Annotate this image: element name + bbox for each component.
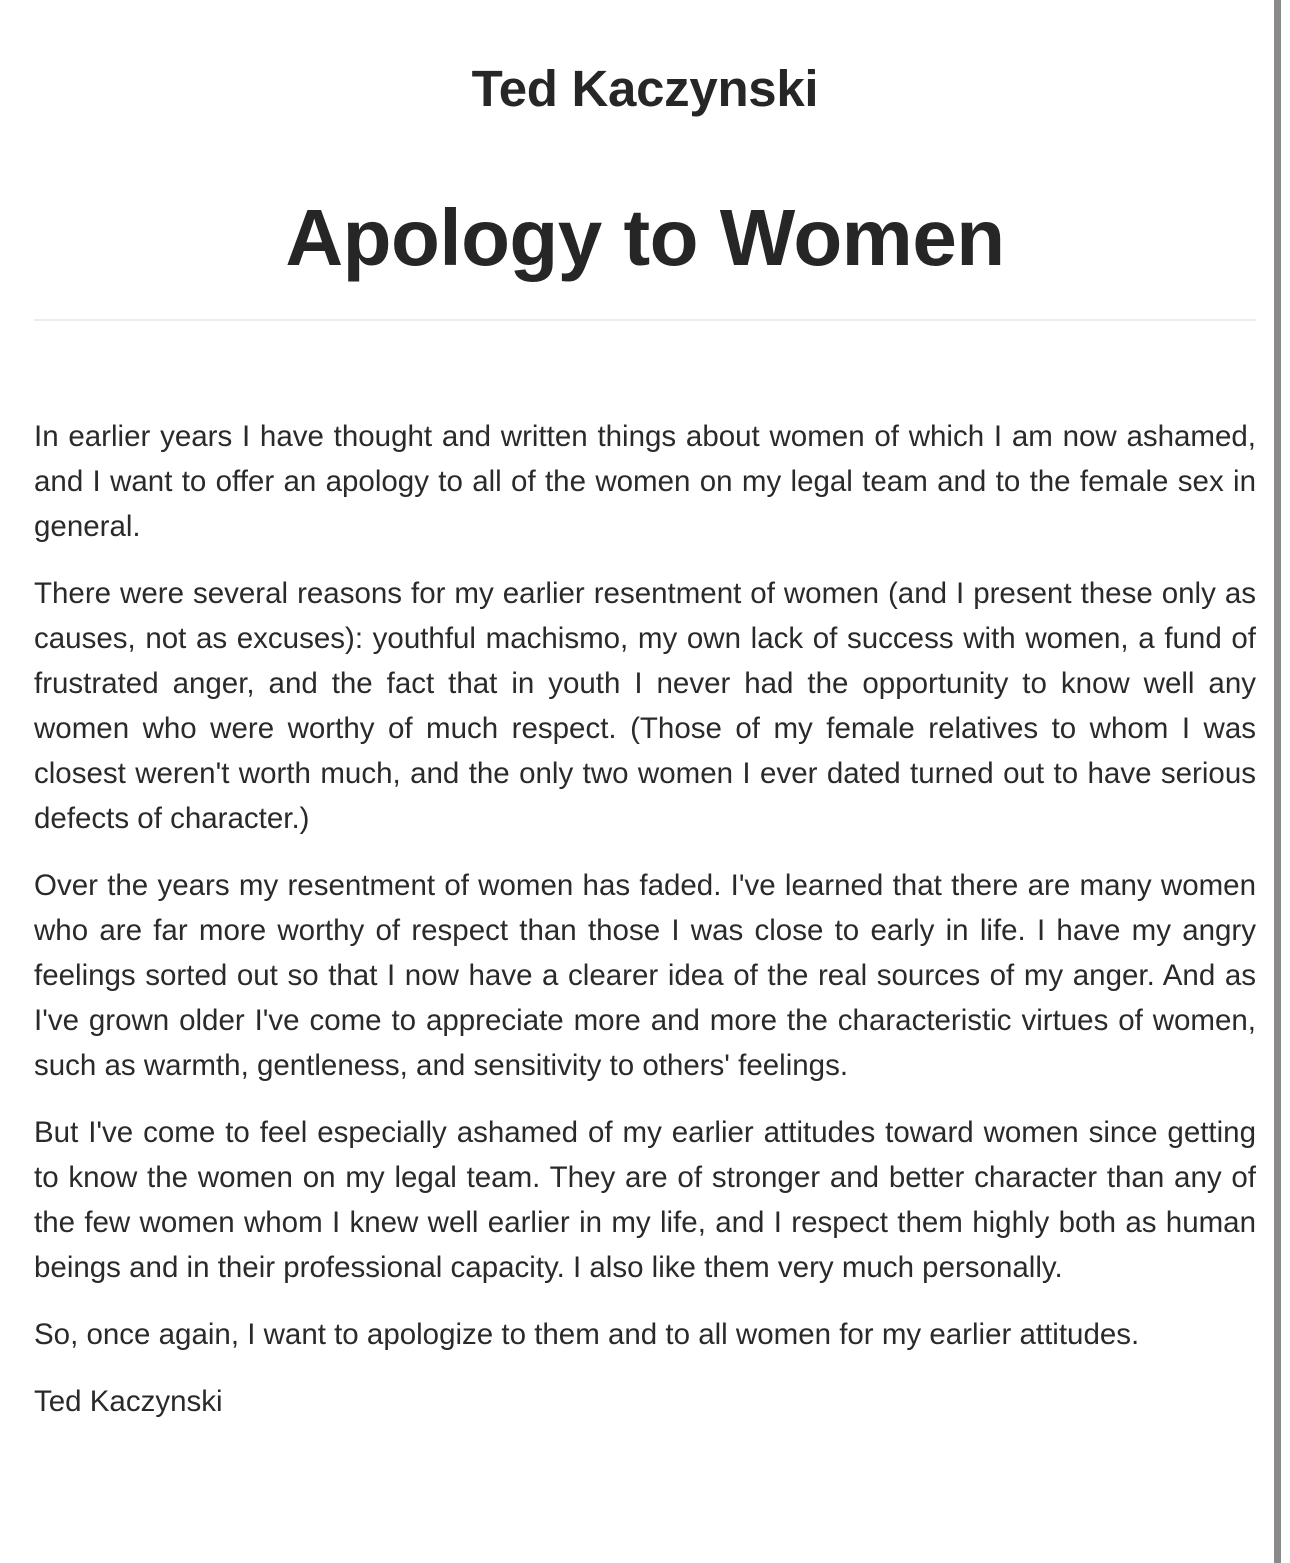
signature: Ted Kaczynski	[34, 1385, 223, 1418]
article-body	[34, 414, 1256, 1446]
paragraph-2: There were several reasons for my earlier resentment of women (and I present these only as causes, not as excuses): youthful machismo, my own lack of success with women, a fund of frustrated anger, and the fact that in youth I never had the opportunity to know well any women who were worthy of much respect. (Those of my female relatives to whom I was closest weren't worth much, and the only two women I ever dated turned out to have serious defects of character.)	[34, 577, 1256, 835]
author-heading: Ted Kaczynski	[471, 60, 819, 117]
scrollbar-thumb[interactable]	[1274, 0, 1281, 1563]
paragraph-1: In earlier years I have thought and written things about women of which I am now ashamed, and I want to offer an apology to all of the women on my legal team and to the female sex in general.	[34, 420, 1256, 543]
paragraph-5: So, once again, I want to apologize to them and to all women for my earlier attitudes.	[34, 1318, 1140, 1351]
paragraph-4: But I've come to feel especially ashamed of my earlier attitudes toward women since getting to know the women on my legal team. They are of stronger and better character than any of the few women whom I knew well earlier in my life, and I respect them highly both as human beings and in their professional capacity. I also like them very much personally.	[34, 1116, 1256, 1284]
scrollbar[interactable]	[1272, 0, 1290, 1563]
title-divider	[34, 319, 1256, 321]
page-title: Apology to Women	[285, 193, 1005, 282]
paragraph-3: Over the years my resentment of women has faded. I've learned that there are many women who are far more worthy of respect than those I was close to early in life. I have my angry feelings sorted out so that I now have a clearer idea of the real sources of my anger. And as I've grown older I've come to appreciate more and more the characteristic virtues of women, such as warmth, gentleness, and sensitivity to others' feelings.	[34, 869, 1256, 1082]
